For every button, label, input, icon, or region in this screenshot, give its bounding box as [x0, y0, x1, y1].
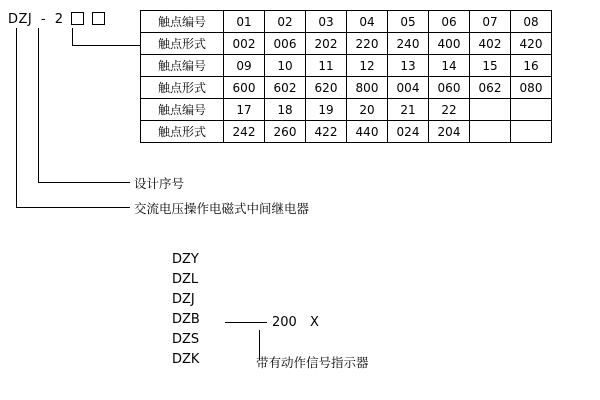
table-cell: 19 [306, 99, 347, 121]
series-name: DZJ [172, 292, 195, 307]
table-cell: 420 [511, 33, 552, 55]
row-label: 触点编号 [141, 99, 224, 121]
model-box-2 [92, 12, 105, 25]
leader-design-horizontal [38, 182, 130, 183]
table-cell: 422 [306, 121, 347, 143]
list-item [172, 290, 218, 310]
table-cell: 800 [347, 77, 388, 99]
table-cell: 202 [306, 33, 347, 55]
model-series-number: 2 [54, 12, 64, 27]
row-label: 触点形式 [141, 121, 224, 143]
table-cell: 260 [265, 121, 306, 143]
table-cell [511, 99, 552, 121]
table-cell: 402 [470, 33, 511, 55]
table-cell: 01 [224, 11, 265, 33]
model-box-1 [71, 12, 84, 25]
dzb-connector-line [225, 322, 267, 323]
table-row [141, 11, 552, 33]
leader-relay-horizontal [16, 207, 130, 208]
table-cell: 04 [347, 11, 388, 33]
table-cell: 400 [429, 33, 470, 55]
table-cell: 08 [511, 11, 552, 33]
table-cell: 602 [265, 77, 306, 99]
table-cell: 21 [388, 99, 429, 121]
table-cell: 600 [224, 77, 265, 99]
series-number: 200 [272, 315, 297, 330]
table-cell: 10 [265, 55, 306, 77]
table-cell: 15 [470, 55, 511, 77]
callout-relay-type: 交流电压操作电磁式中间继电器 [134, 201, 310, 216]
model-code [8, 12, 105, 27]
table-row [141, 55, 552, 77]
series-name: DZY [172, 252, 199, 267]
series-name: DZK [172, 352, 200, 367]
leader-relay-vertical [16, 28, 17, 208]
table-cell: 07 [470, 11, 511, 33]
table-cell: 006 [265, 33, 306, 55]
table-cell: 05 [388, 11, 429, 33]
table-cell: 004 [388, 77, 429, 99]
table-cell: 16 [511, 55, 552, 77]
series-name: DZB [172, 312, 200, 327]
table-cell: 03 [306, 11, 347, 33]
list-item [172, 310, 218, 330]
contact-spec-table [140, 10, 552, 143]
table-cell: 620 [306, 77, 347, 99]
table-row [141, 33, 552, 55]
table-cell: 080 [511, 77, 552, 99]
table-cell: 240 [388, 33, 429, 55]
table-cell: 062 [470, 77, 511, 99]
callout-indicator-note: 带有动作信号指示器 [256, 355, 369, 370]
table-cell: 220 [347, 33, 388, 55]
table-row [141, 121, 552, 143]
list-item [172, 250, 218, 270]
table-cell: 204 [429, 121, 470, 143]
table-cell: 20 [347, 99, 388, 121]
table-row [141, 99, 552, 121]
table-cell: 22 [429, 99, 470, 121]
row-label: 触点编号 [141, 11, 224, 33]
table-cell: 242 [224, 121, 265, 143]
table-cell: 17 [224, 99, 265, 121]
leader-design-vertical [38, 28, 39, 183]
series-name: DZL [172, 272, 199, 287]
table-body [141, 11, 552, 143]
table-cell: 060 [429, 77, 470, 99]
series-name: DZS [172, 332, 200, 347]
table-cell: 024 [388, 121, 429, 143]
table-cell: 09 [224, 55, 265, 77]
model-prefix: DZJ [8, 12, 33, 27]
table-cell: 14 [429, 55, 470, 77]
table-cell: 11 [306, 55, 347, 77]
model-dash: - [40, 12, 47, 27]
list-item [172, 330, 218, 350]
row-label: 触点形式 [141, 77, 224, 99]
series-list [172, 250, 218, 370]
table-cell: 06 [429, 11, 470, 33]
table-cell: 440 [347, 121, 388, 143]
leader-box-vertical [72, 28, 73, 46]
table-cell [511, 121, 552, 143]
list-item [172, 270, 218, 290]
row-label: 触点形式 [141, 33, 224, 55]
row-label: 触点编号 [141, 55, 224, 77]
table-cell: 12 [347, 55, 388, 77]
table-cell: 18 [265, 99, 306, 121]
table-cell: 02 [265, 11, 306, 33]
table-cell [470, 99, 511, 121]
leader-box-horizontal [72, 45, 141, 46]
table-row [141, 77, 552, 99]
series-suffix: X [310, 315, 319, 330]
table-cell [470, 121, 511, 143]
callout-design-serial: 设计序号 [134, 176, 185, 191]
table-cell: 002 [224, 33, 265, 55]
list-item [172, 350, 218, 370]
table-cell: 13 [388, 55, 429, 77]
